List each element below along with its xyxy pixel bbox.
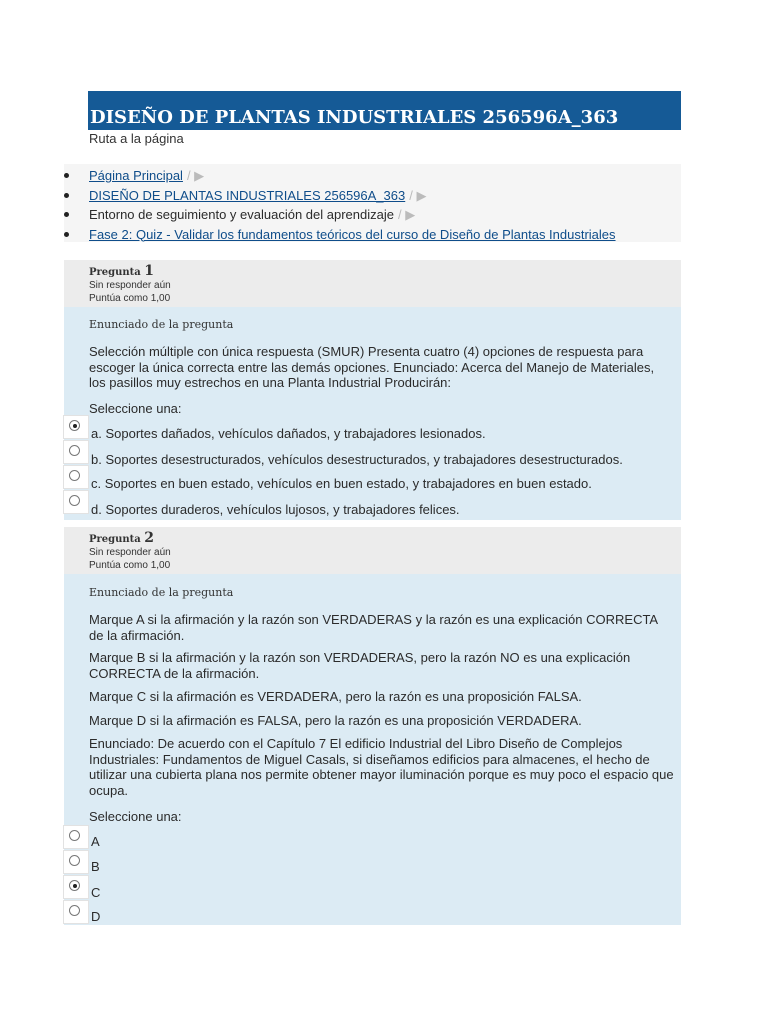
question-2-statement-header: Enunciado de la pregunta [89,586,234,599]
question-2-statement-text: Enunciado: De acuerdo con el Capítulo 7 El edificio Industrial del Libro Diseño de Complejos Industriales: Fundamentos de Miguel Casals, si diseñamos edificios para almacenes, el hecho de utilizar una cubierta plana nos permite obtener mayor iluminación porque es muy poco el espacio que ocupa. [89,736,674,798]
question-1-statement-header: Enunciado de la pregunta [89,318,234,331]
question-2-paragraph-c: Marque C si la afirmación es VERDADERA, pero la razón es una proposición FALSA. [89,689,582,704]
radio-checked-icon [69,420,80,431]
question-2-header [64,527,681,574]
q2-option-d-label[interactable]: D [91,909,101,924]
radio-checked-icon [69,880,80,891]
radio-empty-icon [69,855,80,866]
question-1-number: 1 [144,263,155,279]
question-2-label: Pregunta 2 [89,530,155,546]
q1-option-b-label[interactable]: b. Soportes desestructurados, vehículos desestructurados, y trabajadores desestructurados. [91,452,623,467]
question-2-paragraph-d: Marque D si la afirmación es FALSA, pero la razón es una proposición VERDADERA. [89,713,582,728]
q2-option-a-label[interactable]: A [91,834,100,849]
q2-option-b-radio[interactable] [63,850,89,874]
question-2-paragraph-a: Marque A si la afirmación y la razón son VERDADERAS y la razón es una explicación CORRECTA de la afirmación. [89,612,658,643]
question-1-header [64,260,681,307]
radio-empty-icon [69,830,80,841]
q1-option-d-radio[interactable] [63,490,89,514]
breadcrumb-link-home[interactable]: Página Principal [89,168,183,183]
q1-option-a-label[interactable]: a. Soportes dañados, vehículos dañados, y trabajadores lesionados. [91,426,486,441]
bullet-icon [64,193,69,198]
breadcrumb [64,164,681,242]
question-2-select-prompt: Seleccione una: [89,809,182,824]
breadcrumb-link-quiz[interactable]: Fase 2: Quiz - Validar los fundamentos teóricos del curso de Diseño de Plantas Industriales [89,226,616,242]
question-1-statement-text: Selección múltiple con única respuesta (SMUR) Presenta cuatro (4) opciones de respuesta para escoger la única correcta entre las demás opciones. Enunciado: Acerca del Manejo de Materiales, los pasillos muy estrechos en una Planta Industrial Producirán: [89,344,655,390]
q1-option-c-label[interactable]: c. Soportes en buen estado, vehículos en buen estado, y trabajadores en buen estado. [91,476,592,491]
breadcrumb-separator-icon: / ▶ [409,187,427,203]
route-label: Ruta a la página [89,131,184,146]
q2-option-c-label[interactable]: C [91,885,101,900]
question-1-select-prompt: Seleccione una: [89,401,182,416]
q2-option-b-label[interactable]: B [91,859,100,874]
q1-option-d-label[interactable]: d. Soportes duraderos, vehículos lujosos, y trabajadores felices. [91,502,460,517]
radio-empty-icon [69,445,80,456]
q2-option-d-radio[interactable] [63,900,89,924]
bullet-icon [64,173,69,178]
question-2-number: 2 [144,530,155,546]
question-2-body [64,574,681,925]
breadcrumb-link-course[interactable]: DISEÑO DE PLANTAS INDUSTRIALES 256596A_363 [89,187,406,203]
q2-option-a-radio[interactable] [63,825,89,849]
breadcrumb-text-section: Entorno de seguimiento y evaluación del aprendizaje [89,207,394,222]
page-title-bar [88,91,681,130]
q1-option-c-radio[interactable] [63,465,89,489]
question-1-score: Puntúa como 1,00 [89,293,171,304]
radio-empty-icon [69,470,80,481]
bullet-icon [64,232,69,237]
question-1-status: Sin responder aún [89,280,171,291]
q2-option-c-radio[interactable] [63,875,89,899]
q1-option-b-radio[interactable] [63,440,89,464]
question-2-paragraph-b: Marque B si la afirmación y la razón son VERDADERAS, pero la razón NO es una explicación CORRECTA de la afirmación. [89,650,631,681]
page-title: DISEÑO DE PLANTAS INDUSTRIALES 256596A_363 [90,107,619,128]
radio-empty-icon [69,495,80,506]
question-2-score: Puntúa como 1,00 [89,560,171,571]
radio-empty-icon [69,905,80,916]
breadcrumb-separator-icon: / ▶ [186,168,205,183]
question-1-label: Pregunta 1 [89,263,155,279]
breadcrumb-separator-icon: / ▶ [397,207,416,222]
bullet-icon [64,212,69,217]
question-2-status: Sin responder aún [89,547,171,558]
q1-option-a-radio[interactable] [63,415,89,439]
